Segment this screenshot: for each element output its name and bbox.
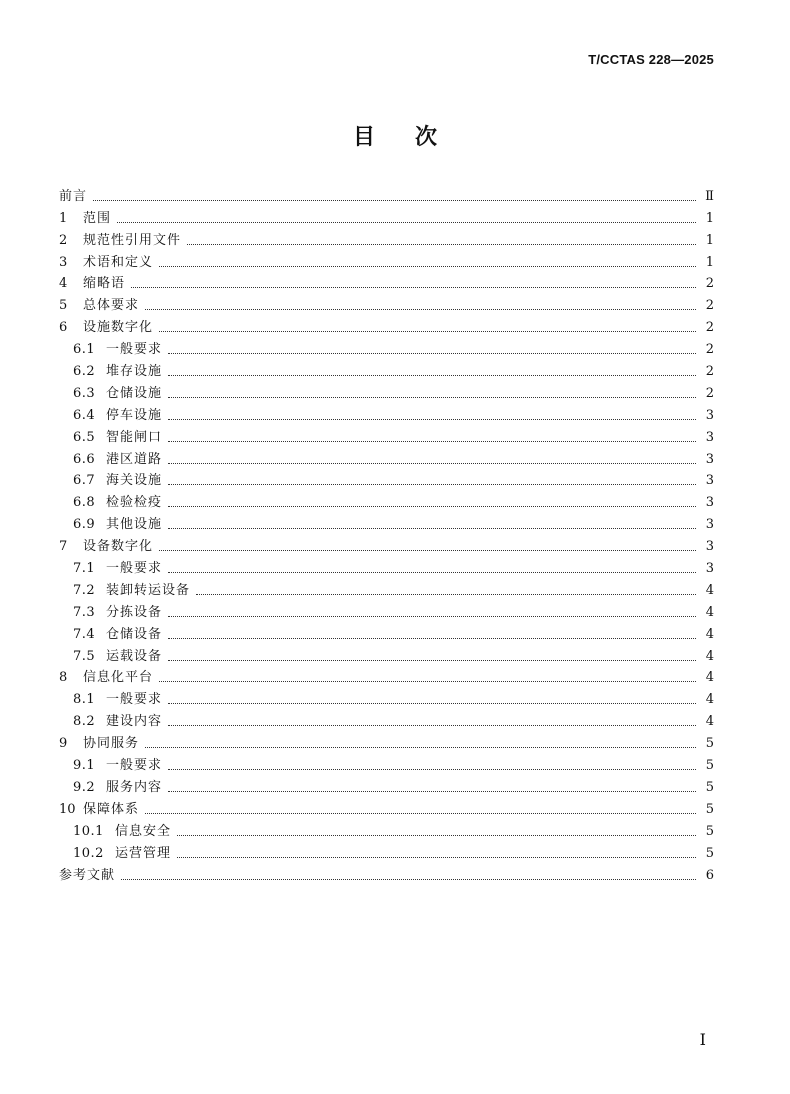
toc-entry-number: 7.2 bbox=[73, 582, 96, 598]
toc-entry-page: 4 bbox=[705, 714, 714, 730]
toc-entry-title: 服务内容 bbox=[106, 779, 163, 795]
toc-entry-page: 3 bbox=[705, 495, 714, 511]
toc-entry-title: 总体要求 bbox=[83, 298, 140, 314]
dot-leader bbox=[187, 243, 696, 245]
dot-leader bbox=[168, 724, 696, 726]
toc-entry-number: 4 bbox=[59, 276, 68, 292]
toc-entry-title: 港区道路 bbox=[106, 451, 163, 467]
toc-entry-number: 7.4 bbox=[73, 626, 96, 642]
toc-entry-page: 5 bbox=[705, 758, 714, 774]
toc-entry-title: 检验检疫 bbox=[106, 495, 163, 511]
dot-leader bbox=[168, 396, 696, 398]
toc-entry-number: 7.1 bbox=[73, 561, 96, 577]
toc-entry[interactable] bbox=[59, 381, 714, 403]
dot-leader bbox=[159, 330, 696, 332]
dot-leader bbox=[168, 462, 696, 464]
dot-leader bbox=[168, 571, 696, 573]
toc-entry-title: 一般要求 bbox=[106, 692, 163, 708]
toc-entry-page: 3 bbox=[705, 561, 714, 577]
toc-entry-number: 2 bbox=[59, 232, 68, 248]
toc-entry-number: 6.9 bbox=[73, 517, 96, 533]
toc-entry[interactable] bbox=[59, 184, 714, 206]
toc-entry-title: 信息化平台 bbox=[83, 670, 154, 686]
dot-leader bbox=[168, 374, 696, 376]
toc-entry[interactable] bbox=[59, 469, 714, 491]
toc-entry-page: 3 bbox=[705, 539, 714, 555]
toc-entry-page: 2 bbox=[705, 385, 714, 401]
toc-entry[interactable] bbox=[59, 250, 714, 272]
toc-entry-number: 6.8 bbox=[73, 495, 96, 511]
dot-leader bbox=[168, 659, 696, 661]
toc-entry-number: 9.2 bbox=[73, 779, 96, 795]
dot-leader bbox=[145, 308, 696, 310]
toc-entry-page: 3 bbox=[705, 429, 714, 445]
toc-entry-page: 4 bbox=[705, 582, 714, 598]
dot-leader bbox=[168, 352, 696, 354]
toc-entry-title: 前言 bbox=[59, 188, 88, 204]
dot-leader bbox=[145, 746, 696, 748]
toc-entry[interactable] bbox=[59, 622, 714, 644]
dot-leader bbox=[168, 615, 696, 617]
toc-entry-title: 分拣设备 bbox=[106, 604, 163, 620]
toc-entry[interactable] bbox=[59, 819, 714, 841]
toc-entry-number: 6.6 bbox=[73, 451, 96, 467]
toc-entry-number: 6 bbox=[59, 320, 68, 336]
toc-entry-page: 6 bbox=[705, 867, 714, 883]
toc-title-char: 次 bbox=[415, 125, 438, 150]
toc-entry-number: 7.5 bbox=[73, 648, 96, 664]
toc-entry-page: 2 bbox=[705, 364, 714, 380]
toc-entry-title: 术语和定义 bbox=[83, 254, 154, 270]
dot-leader bbox=[159, 549, 696, 551]
toc-entry-title: 缩略语 bbox=[83, 276, 126, 292]
toc-entry-title: 信息安全 bbox=[115, 823, 172, 839]
toc-entry-number: 7 bbox=[59, 539, 68, 555]
toc-entry-title: 仓储设施 bbox=[106, 385, 163, 401]
toc-entry-page: 5 bbox=[705, 801, 714, 817]
toc-entry[interactable] bbox=[59, 512, 714, 534]
toc-entry-page: 4 bbox=[705, 670, 714, 686]
toc-entry-number: 5 bbox=[59, 298, 68, 314]
dot-leader bbox=[93, 199, 696, 201]
toc-entry-title: 一般要求 bbox=[106, 758, 163, 774]
dot-leader bbox=[168, 483, 696, 485]
toc-entry[interactable] bbox=[59, 315, 714, 337]
toc-entry[interactable] bbox=[59, 272, 714, 294]
toc-entry-page: 4 bbox=[705, 692, 714, 708]
dot-leader bbox=[117, 221, 696, 223]
toc-entry-title: 规范性引用文件 bbox=[83, 232, 182, 248]
toc-title bbox=[0, 120, 790, 151]
toc-entry[interactable] bbox=[59, 797, 714, 819]
dot-leader bbox=[168, 637, 696, 639]
toc-entry-title: 设备数字化 bbox=[83, 539, 154, 555]
toc-entry[interactable] bbox=[59, 293, 714, 315]
toc-entry[interactable] bbox=[59, 709, 714, 731]
toc-entry[interactable] bbox=[59, 534, 714, 556]
toc-entry-title: 停车设施 bbox=[106, 407, 163, 423]
toc-entry-page: 5 bbox=[705, 736, 714, 752]
toc-entry-title: 运营管理 bbox=[115, 845, 172, 861]
toc-entry-number: 6.5 bbox=[73, 429, 96, 445]
toc-entry-number: 1 bbox=[59, 210, 68, 226]
toc-entry-page: 3 bbox=[705, 451, 714, 467]
dot-leader bbox=[177, 856, 696, 858]
toc-entry[interactable] bbox=[59, 644, 714, 666]
dot-leader bbox=[168, 418, 696, 420]
toc-entry-number: 6.3 bbox=[73, 385, 96, 401]
toc-entry-page: 5 bbox=[705, 779, 714, 795]
document-code: T/CCTAS 228—2025 bbox=[588, 52, 714, 67]
dot-leader bbox=[196, 593, 696, 595]
toc-entry[interactable] bbox=[59, 337, 714, 359]
toc-entry-number: 9 bbox=[59, 736, 68, 752]
toc-entry[interactable] bbox=[59, 753, 714, 775]
toc-entry-page: 1 bbox=[705, 254, 714, 270]
toc-entry-title: 保障体系 bbox=[83, 801, 140, 817]
toc-entry-page: Ⅱ bbox=[705, 188, 714, 204]
dot-leader bbox=[168, 768, 696, 770]
toc-entry[interactable] bbox=[59, 731, 714, 753]
toc-entry-number: 10.1 bbox=[73, 823, 104, 839]
toc-entry-title: 装卸转运设备 bbox=[106, 582, 191, 598]
dot-leader bbox=[168, 527, 696, 529]
toc-entry[interactable] bbox=[59, 687, 714, 709]
toc-entry[interactable] bbox=[59, 666, 714, 688]
toc-entry-title: 建设内容 bbox=[106, 714, 163, 730]
dot-leader bbox=[159, 680, 696, 682]
toc-entry-number: 8.1 bbox=[73, 692, 96, 708]
toc-entry-number: 8 bbox=[59, 670, 68, 686]
toc-entry[interactable] bbox=[59, 600, 714, 622]
dot-leader bbox=[168, 440, 696, 442]
toc-entry[interactable] bbox=[59, 578, 714, 600]
toc-entry-title: 一般要求 bbox=[106, 342, 163, 358]
table-of-contents bbox=[59, 184, 714, 885]
toc-entry[interactable] bbox=[59, 556, 714, 578]
toc-entry-title: 其他设施 bbox=[106, 517, 163, 533]
dot-leader bbox=[168, 702, 696, 704]
toc-entry-number: 10 bbox=[59, 801, 76, 817]
toc-entry-page: 5 bbox=[705, 845, 714, 861]
toc-entry-number: 7.3 bbox=[73, 604, 96, 620]
toc-entry-number: 10.2 bbox=[73, 845, 104, 861]
toc-entry[interactable] bbox=[59, 359, 714, 381]
toc-entry-page: 2 bbox=[705, 276, 714, 292]
dot-leader bbox=[145, 812, 696, 814]
toc-entry-number: 6.2 bbox=[73, 364, 96, 380]
toc-entry-number: 6.4 bbox=[73, 407, 96, 423]
toc-entry-page: 1 bbox=[705, 210, 714, 226]
toc-entry-page: 3 bbox=[705, 517, 714, 533]
toc-entry-title: 仓储设备 bbox=[106, 626, 163, 642]
toc-entry-title: 运载设备 bbox=[106, 648, 163, 664]
toc-entry-number: 6.7 bbox=[73, 473, 96, 489]
toc-entry-title: 智能闸口 bbox=[106, 429, 163, 445]
dot-leader bbox=[131, 286, 696, 288]
toc-entry-title: 设施数字化 bbox=[83, 320, 154, 336]
toc-entry-page: 4 bbox=[705, 604, 714, 620]
toc-entry-title: 堆存设施 bbox=[106, 364, 163, 380]
dot-leader bbox=[177, 834, 696, 836]
toc-entry-page: 3 bbox=[705, 407, 714, 423]
toc-entry-page: 4 bbox=[705, 626, 714, 642]
toc-entry[interactable] bbox=[59, 841, 714, 863]
toc-entry[interactable] bbox=[59, 403, 714, 425]
toc-entry[interactable] bbox=[59, 228, 714, 250]
toc-entry-page: 2 bbox=[705, 320, 714, 336]
toc-entry-number: 9.1 bbox=[73, 758, 96, 774]
toc-entry-title: 参考文献 bbox=[59, 867, 116, 883]
toc-entry-page: 1 bbox=[705, 232, 714, 248]
dot-leader bbox=[121, 878, 696, 880]
page-number: I bbox=[699, 1030, 706, 1049]
toc-entry-page: 2 bbox=[705, 342, 714, 358]
dot-leader bbox=[159, 265, 696, 267]
toc-entry-number: 3 bbox=[59, 254, 68, 270]
toc-entry-title: 一般要求 bbox=[106, 561, 163, 577]
toc-entry-number: 6.1 bbox=[73, 342, 96, 358]
dot-leader bbox=[168, 790, 696, 792]
toc-entry-title: 范围 bbox=[83, 210, 112, 226]
toc-entry-page: 5 bbox=[705, 823, 714, 839]
toc-entry-page: 2 bbox=[705, 298, 714, 314]
toc-entry-number: 8.2 bbox=[73, 714, 96, 730]
dot-leader bbox=[168, 505, 696, 507]
toc-entry[interactable] bbox=[59, 490, 714, 512]
toc-entry[interactable] bbox=[59, 775, 714, 797]
toc-entry[interactable] bbox=[59, 425, 714, 447]
toc-entry-title: 海关设施 bbox=[106, 473, 163, 489]
toc-entry-title: 协同服务 bbox=[83, 736, 140, 752]
toc-entry[interactable] bbox=[59, 863, 714, 885]
toc-entry[interactable] bbox=[59, 206, 714, 228]
toc-entry-page: 3 bbox=[705, 473, 714, 489]
toc-entry[interactable] bbox=[59, 447, 714, 469]
toc-title-char: 目 bbox=[352, 125, 375, 150]
toc-entry-page: 4 bbox=[705, 648, 714, 664]
